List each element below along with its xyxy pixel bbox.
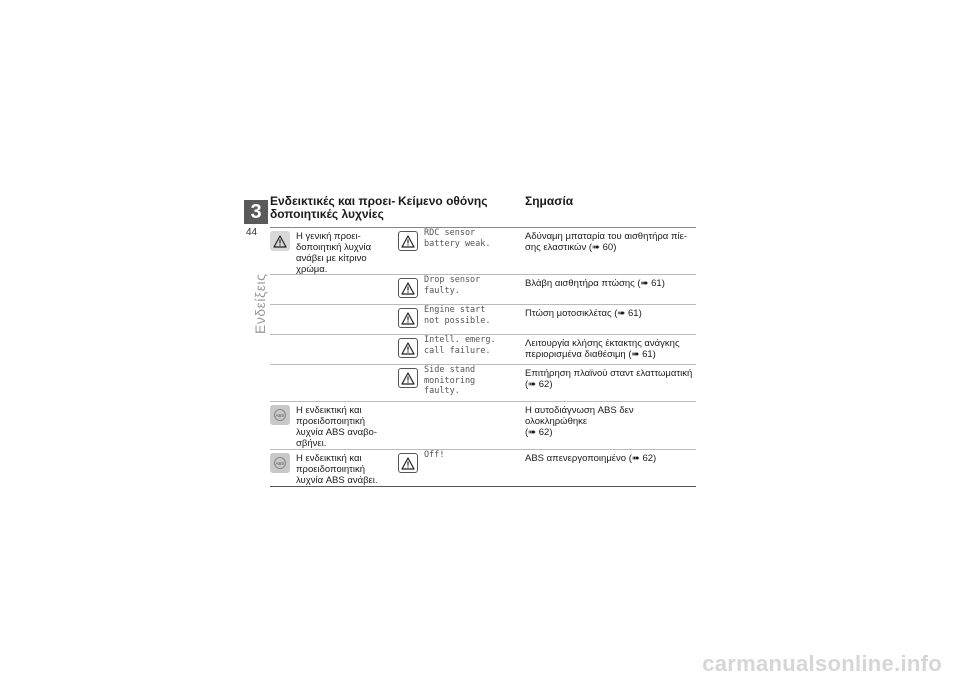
- chapter-label: Ενδείξεις: [252, 273, 268, 334]
- table-row: [270, 228, 696, 275]
- abs-icon-label: ABS: [274, 457, 286, 469]
- warning-triangle-icon: [398, 278, 418, 298]
- indicator-cell: [270, 335, 398, 364]
- indicator-cell: [270, 402, 398, 449]
- page-number: 44: [246, 227, 258, 238]
- table-row: [270, 335, 696, 365]
- header-meaning: Σημασία: [525, 194, 574, 208]
- display-text: Drop sensor faulty.: [424, 275, 481, 296]
- warning-triangle-icon: [398, 368, 418, 388]
- display-text: Off!: [424, 450, 445, 460]
- table-row: [270, 450, 696, 487]
- abs-icon-label: ABS: [274, 409, 286, 421]
- warning-triangle-icon: [270, 231, 290, 251]
- meaning-cell: Επιτήρηση πλαϊνού σταντ ελαττωματική (➠ 62): [525, 368, 693, 390]
- indicator-text: Η γενική προει- δοποιητική λυχνία ανάβει με κίτρινο χρώμα.: [296, 231, 372, 275]
- indicator-text: Η ενδεικτική και προειδοποιητική λυχνία ABS αναβο- σβήνει.: [296, 405, 377, 449]
- header-display: Κείμενο οθόνης: [398, 194, 488, 208]
- table-row: [270, 305, 696, 335]
- table-row: [270, 402, 696, 450]
- meaning-cell: Βλάβη αισθητήρα πτώσης (➠ 61): [525, 278, 665, 289]
- display-text: RDC sensor battery weak.: [424, 228, 491, 249]
- meaning-cell: Λειτουργία κλήσης έκτακτης ανάγκης περιορισμένα διαθέσιμη (➠ 61): [525, 338, 680, 360]
- indicator-text: Η ενδεικτική και προειδοποιητική λυχνία ABS ανάβει.: [296, 453, 378, 486]
- indicator-cell: [270, 450, 398, 486]
- chapter-number: 3: [244, 200, 268, 224]
- display-cell: [398, 228, 525, 274]
- display-cell: [398, 335, 525, 364]
- header-indicator: Ενδεικτικές και προει- δοποιητικές λυχνίες: [270, 194, 396, 221]
- warning-triangle-icon: [398, 453, 418, 473]
- abs-icon: [270, 453, 290, 473]
- table-row: [270, 365, 696, 402]
- warning-triangle-icon: [398, 338, 418, 358]
- watermark: carmanualsonline.info: [702, 651, 942, 676]
- display-cell: [398, 402, 525, 449]
- meaning-cell: Αδύναμη μπαταρία του αισθητήρα πίε- σης ελαστικών (➠ 60): [525, 231, 688, 253]
- display-text: Intell. emerg. call failure.: [424, 335, 496, 356]
- meaning-cell: Πτώση μοτοσικλέτας (➠ 61): [525, 308, 642, 319]
- display-cell: [398, 450, 525, 486]
- warning-triangle-icon: [398, 231, 418, 251]
- display-text: Engine start not possible.: [424, 305, 491, 326]
- indicator-cell: [270, 228, 398, 274]
- indicator-cell: [270, 275, 398, 304]
- abs-icon: [270, 405, 290, 425]
- display-cell: [398, 275, 525, 304]
- display-cell: [398, 365, 525, 401]
- meaning-cell: ABS απενεργοποιημένο (➠ 62): [525, 453, 657, 464]
- table-header: [270, 195, 696, 228]
- display-cell: [398, 305, 525, 334]
- table-body: [270, 228, 696, 487]
- indicator-table: [270, 195, 696, 487]
- indicator-cell: [270, 365, 398, 401]
- table-row: [270, 275, 696, 305]
- meaning-cell: Η αυτοδιάγνωση ABS δεν ολοκληρώθηκε (➠ 62): [525, 405, 634, 438]
- indicator-cell: [270, 305, 398, 334]
- display-text: Side stand monitoring faulty.: [424, 365, 476, 396]
- warning-triangle-icon: [398, 308, 418, 328]
